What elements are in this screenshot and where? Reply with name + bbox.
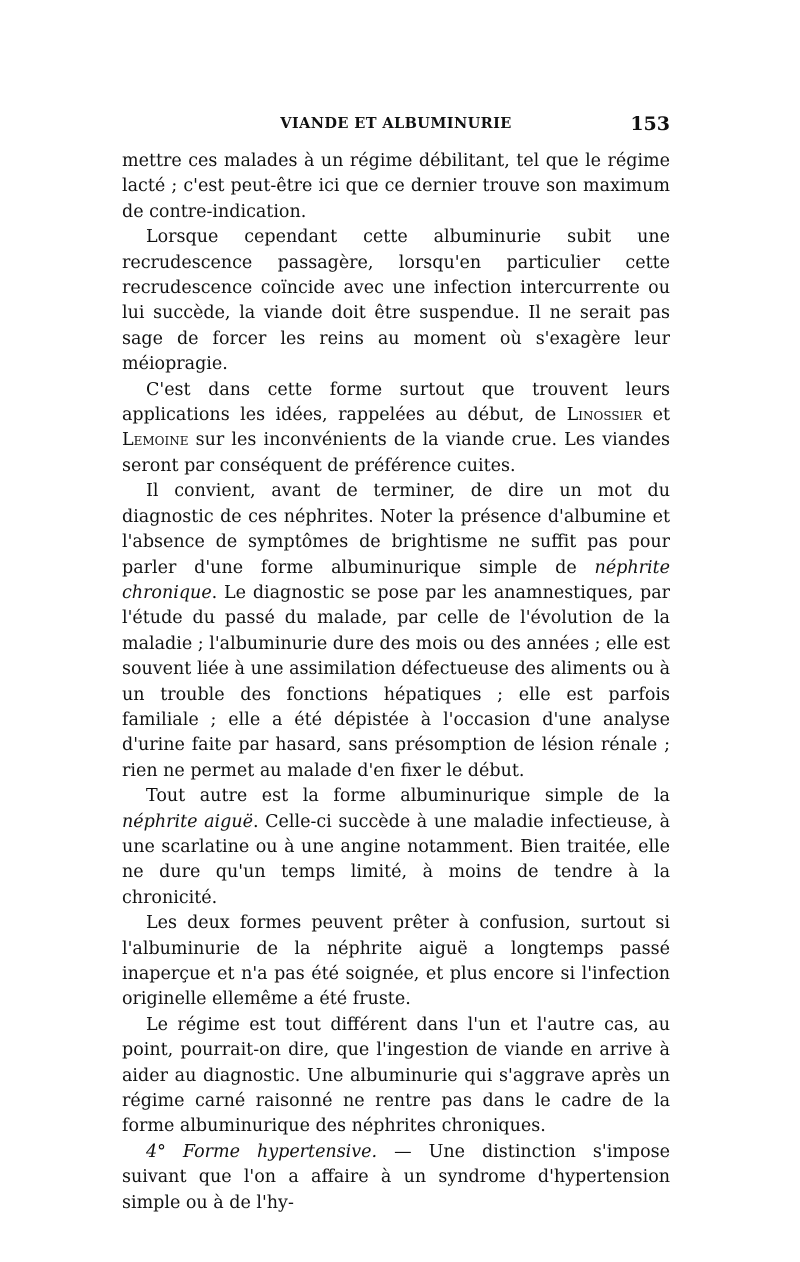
paragraph-3-text-b: et [642,405,670,426]
paragraph-8 [122,1140,670,1216]
paragraph-4-text-a: Il convient, avant de terminer, de dire un mot du diagnostic de ces néphrites. Noter la présence d'albumine et l'absence de symptômes de brightisme ne suffit pas pour parler d'une forme albuminurique simple de [122,481,670,578]
paragraph-5-text-a: Tout autre est la forme albuminurique simple de la [146,786,670,807]
paragraph-5 [122,784,670,911]
paragraph-3-text-a: C'est dans cette forme surtout que trouvent leurs applications les idées, rappelées au début, de [122,379,670,426]
paragraph-8-text: — Une distinction s'impose suivant que l'on a affaire à un syndrome d'hypertension simple ou à de l'hy- [122,1141,670,1213]
paragraph-3-text-c: sur les inconvénients de la viande crue. Les viandes seront par conséquent de préférence cuites. [122,430,670,476]
running-header [122,113,670,139]
paragraph-4 [122,479,670,784]
author-name-lemoine: Lemoine [122,430,189,451]
page-number: 153 [630,113,670,135]
paragraph-3 [122,378,670,480]
body-text [122,149,670,1216]
paragraph-7: Le régime est tout différent dans l'un et l'autre cas, au point, pourrait-on dire, que l'ingestion de viande en arrive à aider au diagnostic. Une albuminurie qui s'aggrave après un régime carné raisonné ne rentre pas dans le cadre de la forme albuminurique des néphrites chroniques. [122,1014,670,1137]
section-subheading: 4° Forme hypertensive. [146,1141,378,1162]
paragraph-4-text-b: . Le diagnostic se pose par les anamnestiques, par l'étude du passé du malade, par celle de l'évolution de la maladie ; l'albuminurie dure des mois ou des années ; elle est souvent liée à une assimilation défectueuse des aliments ou à un trouble des fonctions hépatiques ; elle est parfois familiale ; elle a été dépistée à l'occasion d'une analyse d'urine faite par hasard, sans présomption de lésion rénale ; rien ne permet au malade d'en fixer le début. [122,582,670,781]
running-title: VIANDE ET ALBUMINURIE [280,115,512,132]
italic-term-nephrite-aigue: néphrite aiguë [122,811,253,832]
paragraph-2: Lorsque cependant cette albuminurie subit une recrudescence passagère, lorsqu'en particulier cette recrudescence coïncide avec une infection intercurrente ou lui succède, la viande doit être suspendue. Il ne serait pas sage de forcer les reins au moment où s'exagère leur méiopragie. [122,227,670,375]
paragraph-1: mettre ces malades à un régime débilitant, tel que le régime lacté ; c'est peut-être ici que ce dernier trouve son maximum de contre-indication. [122,151,670,222]
paragraph-6: Les deux formes peuvent prêter à confusion, surtout si l'albuminurie de la néphrite aiguë a longtemps passé inaperçue et n'a pas été soignée, et plus encore si l'infection originelle ellemême a été fruste. [122,913,670,1010]
italic-term-nephrite-chronique: néphrite chronique [122,557,670,603]
paragraph-5-text-b: . Celle-ci succède à une maladie infectieuse, à une scarlatine ou à une angine notamment. Bien traitée, elle ne dure qu'un temps limité, à moins de tendre à la chronicité. [122,811,671,908]
author-name-linossier: Linossier [566,405,643,426]
